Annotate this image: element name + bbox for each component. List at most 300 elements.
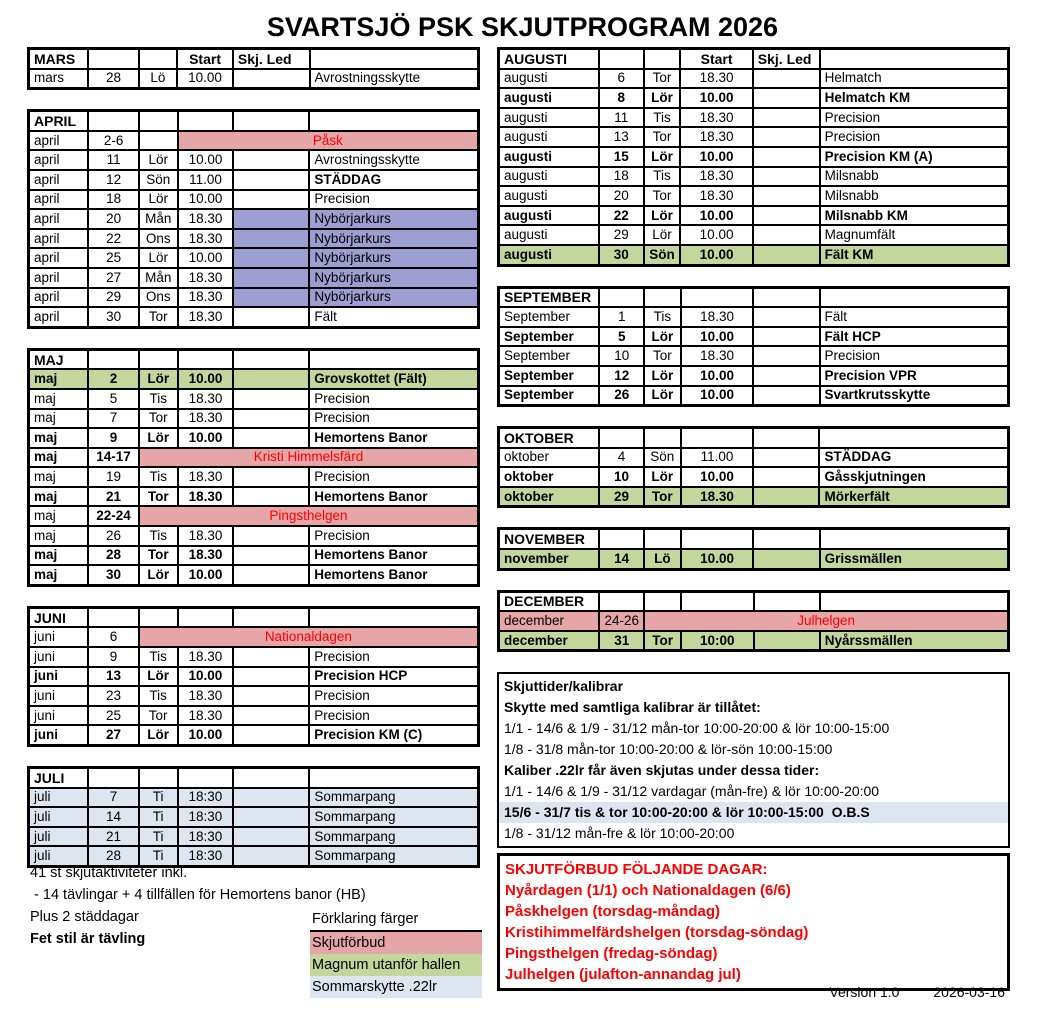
cell-weekday: Lör: [644, 467, 681, 487]
cell-weekday: Lör: [139, 725, 178, 745]
cell-weekday: Sön: [139, 170, 178, 190]
cell-start: 10.00: [178, 248, 234, 268]
cell-skjled: [753, 549, 819, 569]
cell-start: 18.30: [178, 307, 234, 327]
cell-start: 10.00: [681, 467, 754, 487]
cell-activity: Sommarpang: [309, 788, 478, 808]
header-cell: [644, 591, 681, 611]
cell-start: 10.00: [178, 565, 234, 585]
month-name: JUNI: [29, 607, 89, 627]
header-cell: [644, 287, 681, 307]
table-row: [499, 186, 1009, 206]
table-row: [29, 409, 479, 429]
cell-start: 10.00: [178, 428, 234, 448]
cell-weekday: Lö: [139, 69, 178, 89]
color-legend: [310, 908, 482, 998]
cell-start: 10.00: [681, 366, 754, 386]
cell-day: 10: [599, 467, 644, 487]
cell-activity: Svartkrutsskytte: [820, 386, 1009, 406]
cell-start: 18:30: [178, 827, 234, 847]
cell-month: September: [499, 386, 600, 406]
table-row: [499, 487, 1009, 507]
table-row: [29, 369, 479, 389]
table-row: [29, 827, 479, 847]
cell-skjled: [233, 209, 309, 229]
header-cell: [233, 768, 309, 788]
cell-skjled: [233, 647, 309, 667]
cell-skjled: [753, 386, 819, 406]
cell-month: april: [29, 131, 89, 151]
cell-skjled: [233, 428, 309, 448]
cell-month: augusti: [499, 69, 599, 89]
header-cell: [139, 349, 178, 369]
cell-skjled: [753, 487, 819, 507]
cell-weekday: Ti: [139, 807, 178, 827]
header-cell: [820, 591, 1009, 611]
month-name: OKTOBER: [499, 428, 600, 448]
cell-weekday: Tis: [139, 467, 178, 487]
cell-activity: Mörkerfält: [819, 487, 1008, 507]
cell-skjled: [753, 206, 820, 226]
cell-day: 29: [599, 225, 644, 245]
cell-start: 18.30: [681, 346, 754, 366]
table-row: [499, 225, 1009, 245]
table-row: [29, 307, 479, 327]
cell-activity: STÄDDAG: [309, 170, 478, 190]
month-table-april: [27, 109, 480, 329]
cell-weekday: Ons: [139, 229, 178, 249]
cell-day: 7: [88, 409, 139, 429]
table-row: [499, 611, 1009, 631]
cell-month: September: [499, 346, 600, 366]
header-cell: [681, 591, 754, 611]
cell-day: 21: [88, 827, 139, 847]
table-row: [29, 248, 479, 268]
cell-weekday: Tis: [139, 389, 178, 409]
header-cell: [139, 607, 178, 627]
cell-month: maj: [29, 487, 89, 507]
table-row: [499, 108, 1009, 128]
cell-start: 10.00: [177, 69, 233, 89]
cell-day: 28: [88, 846, 139, 866]
cell-day: 9: [88, 647, 139, 667]
header-cell: [681, 529, 754, 549]
cell-month: maj: [29, 546, 89, 566]
cell-weekday: Tis: [644, 167, 681, 187]
cell-day: 14: [599, 549, 644, 569]
cell-weekday: Sön: [644, 245, 681, 265]
table-row: [29, 190, 479, 210]
cell-activity: Hemortens Banor: [309, 487, 478, 507]
table-row: [499, 307, 1009, 327]
header-cell: [178, 607, 234, 627]
cell-start: 18.30: [178, 706, 234, 726]
cell-month: juli: [29, 807, 89, 827]
cell-activity: Nybörjarkurs: [309, 248, 478, 268]
cell-start: 10.00: [178, 667, 234, 687]
cell-weekday: Lör: [139, 667, 178, 687]
cell-weekday: Lör: [139, 428, 178, 448]
cell-day: 30: [88, 565, 139, 585]
summary-note-line: Fet stil är tävling: [30, 931, 146, 947]
table-row: [499, 631, 1009, 651]
cell-activity: Avrostningsskytte: [310, 69, 479, 89]
cell-activity: Gåsskjutningen: [819, 467, 1008, 487]
cell-month: april: [29, 209, 89, 229]
header-cell: [88, 607, 139, 627]
header-cell: [178, 349, 234, 369]
cell-weekday: Lör: [644, 386, 681, 406]
cell-skjled: [753, 127, 820, 147]
cell-start: 10.00: [681, 549, 754, 569]
cell-activity: STÄDDAG: [819, 448, 1008, 468]
month-table-november: [497, 527, 1010, 570]
cell-weekday: Lör: [644, 327, 681, 347]
cell-day: 18: [88, 190, 139, 210]
cell-day: 11: [88, 150, 139, 170]
table-row: [499, 549, 1009, 569]
cell-skjled: [753, 327, 819, 347]
cell-activity: Precision VPR: [820, 366, 1009, 386]
cell-weekday: Tor: [644, 631, 681, 651]
cell-activity: Sommarpang: [309, 827, 478, 847]
left-table-column: [27, 47, 480, 887]
cell-activity: Sommarpang: [309, 807, 478, 827]
header-cell: [309, 111, 478, 131]
cell-month: maj: [29, 467, 89, 487]
cell-weekday: Sön: [644, 448, 681, 468]
cell-start: 10.00: [178, 190, 234, 210]
cell-activity: Avrostningsskytte: [309, 150, 478, 170]
cell-month: juni: [29, 725, 89, 745]
cell-day: 18: [599, 167, 644, 187]
cell-activity: Helmatch KM: [820, 88, 1009, 108]
cell-month: december: [499, 631, 600, 651]
cell-day: 7: [88, 788, 139, 808]
month-header-row: [29, 49, 479, 69]
cell-start: 18.30: [178, 686, 234, 706]
cell-weekday: Mån: [139, 268, 178, 288]
month-table-maj: [27, 348, 480, 587]
cell-weekday: Tis: [644, 108, 681, 128]
month-header-row: [499, 287, 1009, 307]
cell-day: 28: [88, 546, 139, 566]
version-date: 2026-03-16: [933, 984, 1005, 1000]
cell-skjled: [233, 467, 309, 487]
cell-day: 12: [599, 366, 644, 386]
cell-activity: Precision: [309, 647, 478, 667]
shooting-times-line: 1/8 - 31/8 mån-tor 10:00-20:00 & lör-sön 10:00-15:00: [504, 741, 833, 757]
cell-day: 27: [88, 268, 139, 288]
table-row: [499, 327, 1009, 347]
cell-day: 22: [599, 206, 644, 226]
cell-start: 18.30: [178, 409, 234, 429]
cell-start: 18.30: [178, 288, 234, 308]
skjled-column-header: Skj. Led: [753, 49, 820, 69]
table-row: [29, 667, 479, 687]
cell-skjled: [753, 346, 819, 366]
cell-day: 23: [88, 686, 139, 706]
cell-start: 18.30: [680, 108, 752, 128]
month-table-augusti: [497, 47, 1010, 267]
cell-start: 10.00: [680, 206, 752, 226]
cell-skjled: [753, 88, 820, 108]
cell-month: maj: [29, 428, 89, 448]
cell-skjled: [233, 268, 309, 288]
table-row: [29, 467, 479, 487]
cell-start: 18.30: [178, 546, 234, 566]
cell-day: 10: [599, 346, 644, 366]
cell-skjled: [233, 526, 309, 546]
cell-activity: Precision: [309, 389, 478, 409]
header-cell: [599, 287, 644, 307]
table-row: [29, 268, 479, 288]
table-row: [499, 206, 1009, 226]
cell-weekday: Ti: [139, 827, 178, 847]
cell-activity: Precision: [820, 127, 1009, 147]
cell-start: 10.00: [680, 147, 752, 167]
table-row: [29, 69, 479, 89]
cell-day: 1: [599, 307, 644, 327]
cell-activity: Hemortens Banor: [309, 546, 478, 566]
table-row: [29, 506, 479, 526]
cell-start: 18:30: [178, 788, 234, 808]
legend-item: Sommarskytte .22lr: [310, 976, 482, 998]
header-cell: [599, 591, 644, 611]
cell-weekday: Lör: [139, 190, 178, 210]
cell-month: maj: [29, 506, 89, 526]
cell-weekday: Ons: [139, 288, 178, 308]
cell-weekday: Tis: [644, 307, 681, 327]
cell-activity: Hemortens Banor: [309, 565, 478, 585]
cell-day: 21: [88, 487, 139, 507]
cell-month: november: [499, 549, 600, 569]
cell-activity: Nybörjarkurs: [309, 209, 478, 229]
cell-skjled: [753, 167, 820, 187]
table-row: [29, 686, 479, 706]
month-header-row: [499, 591, 1009, 611]
month-name: DECEMBER: [499, 591, 600, 611]
cell-activity: Precision: [309, 686, 478, 706]
cell-start: 18.30: [680, 167, 752, 187]
cell-day: 22-24: [88, 506, 139, 526]
shooting-times-line: Skytte med samtliga kalibrar är tillåtet:: [504, 699, 761, 715]
month-table-mars: [27, 47, 480, 90]
cell-activity: Sommarpang: [309, 846, 478, 866]
cell-day: 22: [88, 229, 139, 249]
cell-day: 15: [599, 147, 644, 167]
start-column-header: Start: [680, 49, 752, 69]
table-row: [29, 565, 479, 585]
cell-weekday: Tor: [644, 69, 681, 89]
cell-start: 18.30: [178, 268, 234, 288]
cell-skjled: [753, 108, 820, 128]
header-cell: [753, 287, 819, 307]
cell-start: 18.30: [178, 229, 234, 249]
holiday-cell: Påsk: [178, 131, 479, 151]
header-cell: [309, 349, 478, 369]
header-cell: [233, 111, 309, 131]
shooting-ban-line: SKJUTFÖRBUD FÖLJANDE DAGAR:: [505, 861, 768, 878]
cell-weekday: Lör: [644, 206, 681, 226]
header-cell: [139, 768, 178, 788]
table-row: [29, 627, 479, 647]
month-name: APRIL: [29, 111, 89, 131]
cell-skjled: [233, 565, 309, 585]
cell-activity: Fält HCP: [820, 327, 1009, 347]
version-label: Version 1.0: [829, 984, 900, 1000]
cell-month: april: [29, 190, 89, 210]
table-row: [29, 389, 479, 409]
cell-skjled: [233, 190, 309, 210]
cell-activity: Precision: [309, 409, 478, 429]
cell-month: augusti: [499, 206, 599, 226]
cell-start: 10.00: [681, 386, 754, 406]
shooting-times-line: 1/8 - 31/12 mån-fre & lör 10:00-20:00: [504, 825, 735, 841]
header-cell: [178, 768, 234, 788]
header-cell: [309, 768, 478, 788]
cell-activity: Precision: [820, 346, 1009, 366]
cell-skjled: [753, 186, 820, 206]
cell-skjled: [233, 69, 310, 89]
cell-skjled: [233, 150, 309, 170]
legend-item: Magnum utanför hallen: [310, 954, 482, 976]
cell-weekday: Tis: [139, 647, 178, 667]
cell-start: 11.00: [178, 170, 234, 190]
cell-day: 12: [88, 170, 139, 190]
table-row: [29, 487, 479, 507]
cell-month: april: [29, 170, 89, 190]
header-cell: [233, 349, 309, 369]
table-row: [29, 647, 479, 667]
header-cell: [754, 591, 820, 611]
cell-start: 18.30: [178, 209, 234, 229]
cell-weekday: Tor: [644, 346, 681, 366]
header-cell: [820, 529, 1009, 549]
cell-day: 14: [88, 807, 139, 827]
cell-activity: Milsnabb: [820, 186, 1009, 206]
cell-skjled: [233, 288, 309, 308]
shooting-ban-line: Nyårdagen (1/1) och Nationaldagen (6/6): [505, 882, 791, 899]
cell-weekday: Tor: [139, 487, 178, 507]
cell-weekday: Ti: [139, 788, 178, 808]
cell-day: 26: [599, 386, 644, 406]
cell-month: maj: [29, 526, 89, 546]
cell-month: april: [29, 307, 89, 327]
header-cell: [88, 768, 139, 788]
cell-activity: Fält: [820, 307, 1009, 327]
cell-start: 10.00: [178, 150, 234, 170]
cell-skjled: [753, 245, 820, 265]
cell-weekday: Tor: [139, 307, 178, 327]
cell-month: augusti: [499, 147, 599, 167]
cell-weekday: Tis: [139, 526, 178, 546]
table-row: [499, 386, 1009, 406]
cell-skjled: [233, 487, 309, 507]
cell-activity: Magnumfält: [820, 225, 1009, 245]
cell-month: augusti: [499, 186, 599, 206]
cell-weekday: Lö: [644, 549, 681, 569]
cell-day: 24-26: [599, 611, 644, 631]
cell-day: 2: [88, 369, 139, 389]
table-row: [499, 147, 1009, 167]
header-cell: [309, 607, 478, 627]
cell-activity: Hemortens Banor: [309, 428, 478, 448]
cell-start: 18.30: [681, 307, 754, 327]
cell-month: juni: [29, 627, 89, 647]
cell-month: mars: [29, 69, 89, 89]
cell-month: oktober: [499, 467, 600, 487]
cell-skjled: [754, 631, 820, 651]
cell-skjled: [753, 307, 819, 327]
cell-month: augusti: [499, 88, 599, 108]
table-row: [29, 448, 479, 468]
cell-skjled: [753, 448, 819, 468]
cell-day: 26: [88, 526, 139, 546]
table-row: [499, 346, 1009, 366]
cell-start: 18.30: [178, 487, 234, 507]
cell-weekday: [139, 131, 178, 151]
cell-month: juni: [29, 647, 89, 667]
shooting-ban-line: Påskhelgen (torsdag-måndag): [505, 903, 721, 920]
table-row: [29, 725, 479, 745]
cell-weekday: Tor: [644, 487, 681, 507]
table-row: [29, 526, 479, 546]
cell-day: 20: [599, 186, 644, 206]
cell-start: 18.30: [680, 186, 752, 206]
header-cell: [233, 607, 309, 627]
header-cell: [178, 111, 234, 131]
cell-weekday: Tor: [644, 127, 681, 147]
cell-month: September: [499, 366, 600, 386]
cell-month: april: [29, 150, 89, 170]
cell-activity: Precision: [309, 706, 478, 726]
header-cell: [599, 49, 644, 69]
cell-month: maj: [29, 389, 89, 409]
holiday-cell: Pingsthelgen: [139, 506, 479, 526]
table-row: [499, 127, 1009, 147]
shooting-times-line: Kaliber .22lr får även skjutas under dessa tider:: [504, 762, 820, 778]
shooting-times-line: 15/6 - 31/7 tis & tor 10:00-20:00 & lör 10:00-15:00 O.B.S: [499, 802, 1008, 823]
header-cell: [681, 428, 754, 448]
cell-skjled: [753, 69, 820, 89]
month-header-row: [29, 768, 479, 788]
table-row: [29, 229, 479, 249]
header-cell: [310, 49, 479, 69]
cell-month: maj: [29, 565, 89, 585]
cell-day: 20: [88, 209, 139, 229]
cell-month: juni: [29, 686, 89, 706]
header-cell: [88, 49, 138, 69]
header-cell: [753, 428, 819, 448]
table-row: [499, 88, 1009, 108]
cell-day: 9: [88, 428, 139, 448]
cell-weekday: Tor: [644, 186, 681, 206]
cell-day: 4: [599, 448, 644, 468]
table-row: [29, 288, 479, 308]
cell-weekday: Lör: [139, 150, 178, 170]
cell-day: 30: [88, 307, 139, 327]
cell-day: 8: [599, 88, 644, 108]
shooting-times-line: 1/1 - 14/6 & 1/9 - 31/12 vardagar (mån-fre) & lör 10:00-20:00: [504, 783, 880, 799]
cell-start: 18.30: [178, 526, 234, 546]
header-cell: [88, 111, 139, 131]
cell-start: 18.30: [680, 127, 752, 147]
cell-skjled: [233, 827, 309, 847]
shooting-ban-line: Julhelgen (julafton-annandag jul): [505, 966, 741, 983]
month-table-juli: [27, 766, 480, 868]
cell-month: april: [29, 229, 89, 249]
